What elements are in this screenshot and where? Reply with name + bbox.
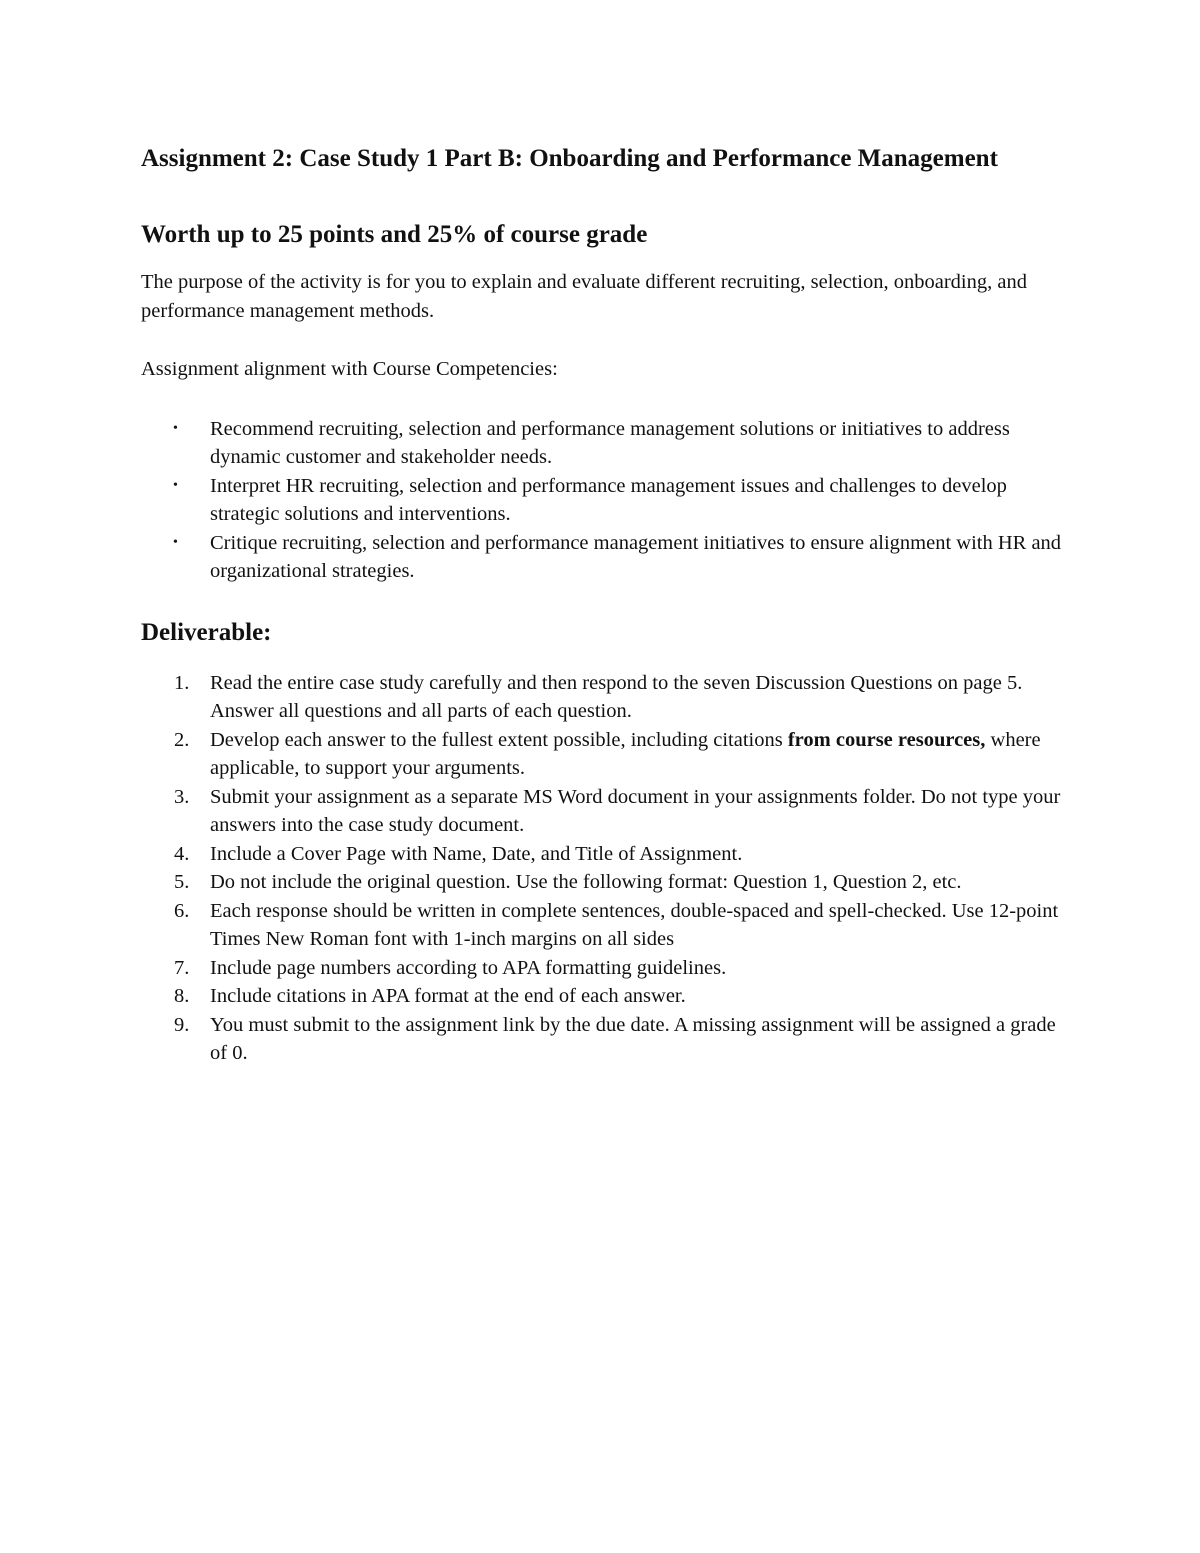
bullet-icon: •: [173, 477, 178, 493]
deliverable-item: [141, 982, 1071, 1011]
item-number: 7.: [174, 956, 190, 979]
competency-text: Recommend recruiting, selection and performance management solutions or initiatives to address dynamic customer and stakeholder needs.: [210, 417, 1010, 468]
deliverable-item: [141, 897, 1071, 954]
item-text: You must submit to the assignment link by the due date. A missing assignment will be assigned a grade of 0.: [210, 1013, 1056, 1064]
competency-text: Interpret HR recruiting, selection and performance management issues and challenges to develop strategic solutions and interventions.: [210, 474, 1007, 525]
document-content: [141, 142, 1071, 1068]
item-number: 1.: [174, 671, 190, 694]
item-number: 8.: [174, 985, 190, 1007]
deliverable-item: [141, 840, 1071, 869]
alignment-intro: Assignment alignment with Course Competencies:: [141, 358, 558, 380]
bullet-icon: •: [173, 534, 178, 550]
item-text: Include page numbers according to APA formatting guidelines.: [210, 956, 727, 979]
item-text: Read the entire case study carefully and then respond to the seven Discussion Questions on page 5. Answer all questions and all parts of each question.: [210, 671, 1023, 722]
deliverable-item: [141, 1011, 1071, 1068]
purpose-paragraph: The purpose of the activity is for you to explain and evaluate different recruiting, selection, onboarding, and performance management methods.: [141, 271, 1027, 322]
item-text-after: where applicable, to support your arguments.: [210, 728, 1041, 779]
deliverable-item: [141, 954, 1071, 983]
item-text: Include a Cover Page with Name, Date, and Title of Assignment.: [210, 842, 743, 865]
deliverable-list: [141, 669, 1071, 1068]
competency-item: [141, 529, 1071, 586]
competency-item: [141, 472, 1071, 529]
deliverable-item: [141, 669, 1071, 726]
item-text-before: Develop each answer to the fullest extent possible, including citations: [210, 728, 788, 751]
deliverable-item: [141, 726, 1071, 783]
bullet-icon: •: [173, 420, 178, 436]
competency-item: [141, 415, 1071, 472]
item-text: Include citations in APA format at the end of each answer.: [210, 985, 686, 1007]
item-text: Do not include the original question. Use the following format: Question 1, Question 2, etc.: [210, 871, 962, 893]
item-number: 2.: [174, 728, 190, 751]
item-number: 4.: [174, 842, 190, 865]
item-text-bold: from course resources,: [787, 728, 986, 751]
item-number: 3.: [174, 785, 190, 808]
competency-list: [141, 415, 1071, 586]
item-text: Submit your assignment as a separate MS Word document in your assignments folder. Do not type your answers into the case study document.: [210, 785, 1061, 836]
competency-text: Critique recruiting, selection and performance management initiatives to ensure alignment with HR and organizational strategies.: [210, 531, 1062, 582]
deliverable-item: [141, 783, 1071, 840]
worth-heading: Worth up to 25 points and 25% of course grade: [141, 221, 648, 248]
assignment-title: Assignment 2: Case Study 1 Part B: Onboarding and Performance Management: [141, 145, 998, 172]
deliverable-heading: Deliverable:: [141, 618, 272, 646]
deliverable-item: [141, 868, 1071, 897]
item-number: 6.: [174, 899, 190, 922]
item-number: 5.: [174, 871, 190, 893]
item-number: 9.: [174, 1013, 190, 1036]
item-text: Each response should be written in complete sentences, double-spaced and spell-checked. Use 12-point Times New Roman font with 1-inch margins on all sides: [210, 899, 1059, 950]
